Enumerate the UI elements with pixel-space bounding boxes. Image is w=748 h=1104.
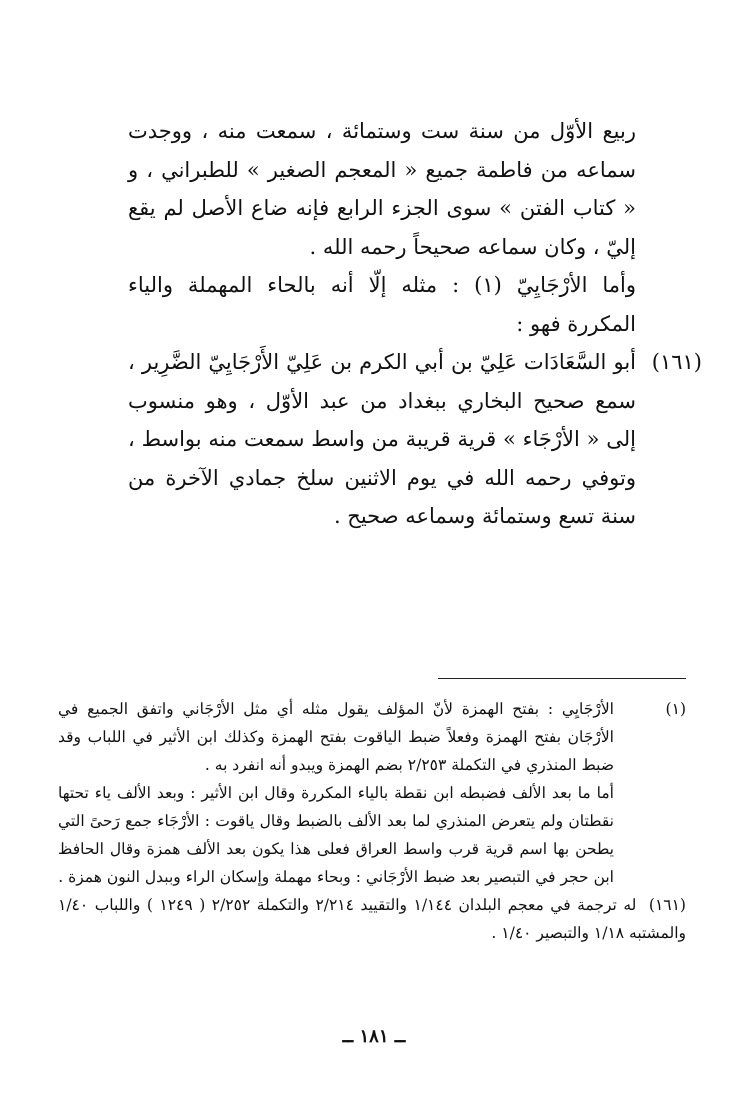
paragraph-1: ربيع الأوّل من سنة ست وستمائة ، سمعت منه ، ووجدت سماعه من فاطمة جميع « المعجم الصغير » للطبراني ، و « كتاب الفتن » سوى الجزء الرابع فإنه ضاع الأصل لم يقع إليّ ، وكان سماعه صحيحاً رحمه الله . (128, 119, 636, 259)
entry-text: أبو السَّعَادَات عَلِيّ بن أبي الكرم بن عَلِيّ الأَرْجَايِيّ الضَّرِير ، سمع صحيح البخاري ببغداد من عبد الأوّل ، وهو منسوب إلى « الأرْجَاء » قرية قريبة من واسط سمعت منه بواسط ، وتوفي رحمه الله في يوم الاثنين سلخ جمادي الآخرة من سنة تسع وستمائة وسماعه صحيح . (128, 350, 636, 528)
page-number: ــ ١٨١ ــ (342, 1026, 406, 1047)
footnote-1-continuation: أما ما بعد الألف فضبطه ابن نقطة بالياء المكررة وقال ابن الأثير : وبعد الألف ياء تحتها نقطتان ولم يتعرض المنذري لما بعد الألف بالضبط وقال ياقوت : الأرْجَاء جمع رَحىً التي يطحن بها اسم قرية قرب واسط العراق فعلى هذا يكون بعد الألف همزة وقال الحافظ ابن حجر في التبصير بعد ضبط الأرْجَاني : وبحاء مهملة وإسكان الراء وببدل النون همزة . (58, 784, 614, 886)
footnote-1 (58, 695, 686, 891)
entry-number: (١٦١) (651, 350, 702, 374)
main-text (128, 112, 702, 536)
footnote-separator (438, 678, 686, 679)
biography-entry-161 (128, 343, 702, 536)
footnote-1-text: الأرْجَايِي : بفتح الهمزة لأنّ المؤلف يقول مثله أي مثل الأرْجَاني واتفق الجميع في الأرْجَان بفتح الهمزة وفعلاً ضبط الياقوت بفتح الهمزة وكذلك ابن الأثير في اللباب وقد ضبط المنذري في التكملة ٢/٢٥٣ بضم الهمزة ويبدو أنه انفرد به . (58, 700, 614, 774)
footnote-161-number: (١٦١) (648, 896, 686, 914)
footnotes (58, 695, 686, 947)
footnote-161-text: له ترجمة في معجم البلدان ١/١٤٤ والتقييد ٢/٢١٤ والتكملة ٢/٢٥٢ ( ١٢٤٩ ) واللباب ١/٤٠ والمشتبه ١/١٨ والتبصير ١/٤٠ . (58, 896, 686, 942)
paragraph-2: وأما الأرْجَايِيّ (١) : مثله إلّا أنه بالحاء المهملة والياء المكررة فهو : (128, 273, 636, 336)
footnote-161 (58, 891, 686, 947)
footnote-1-number: (١) (665, 700, 686, 718)
